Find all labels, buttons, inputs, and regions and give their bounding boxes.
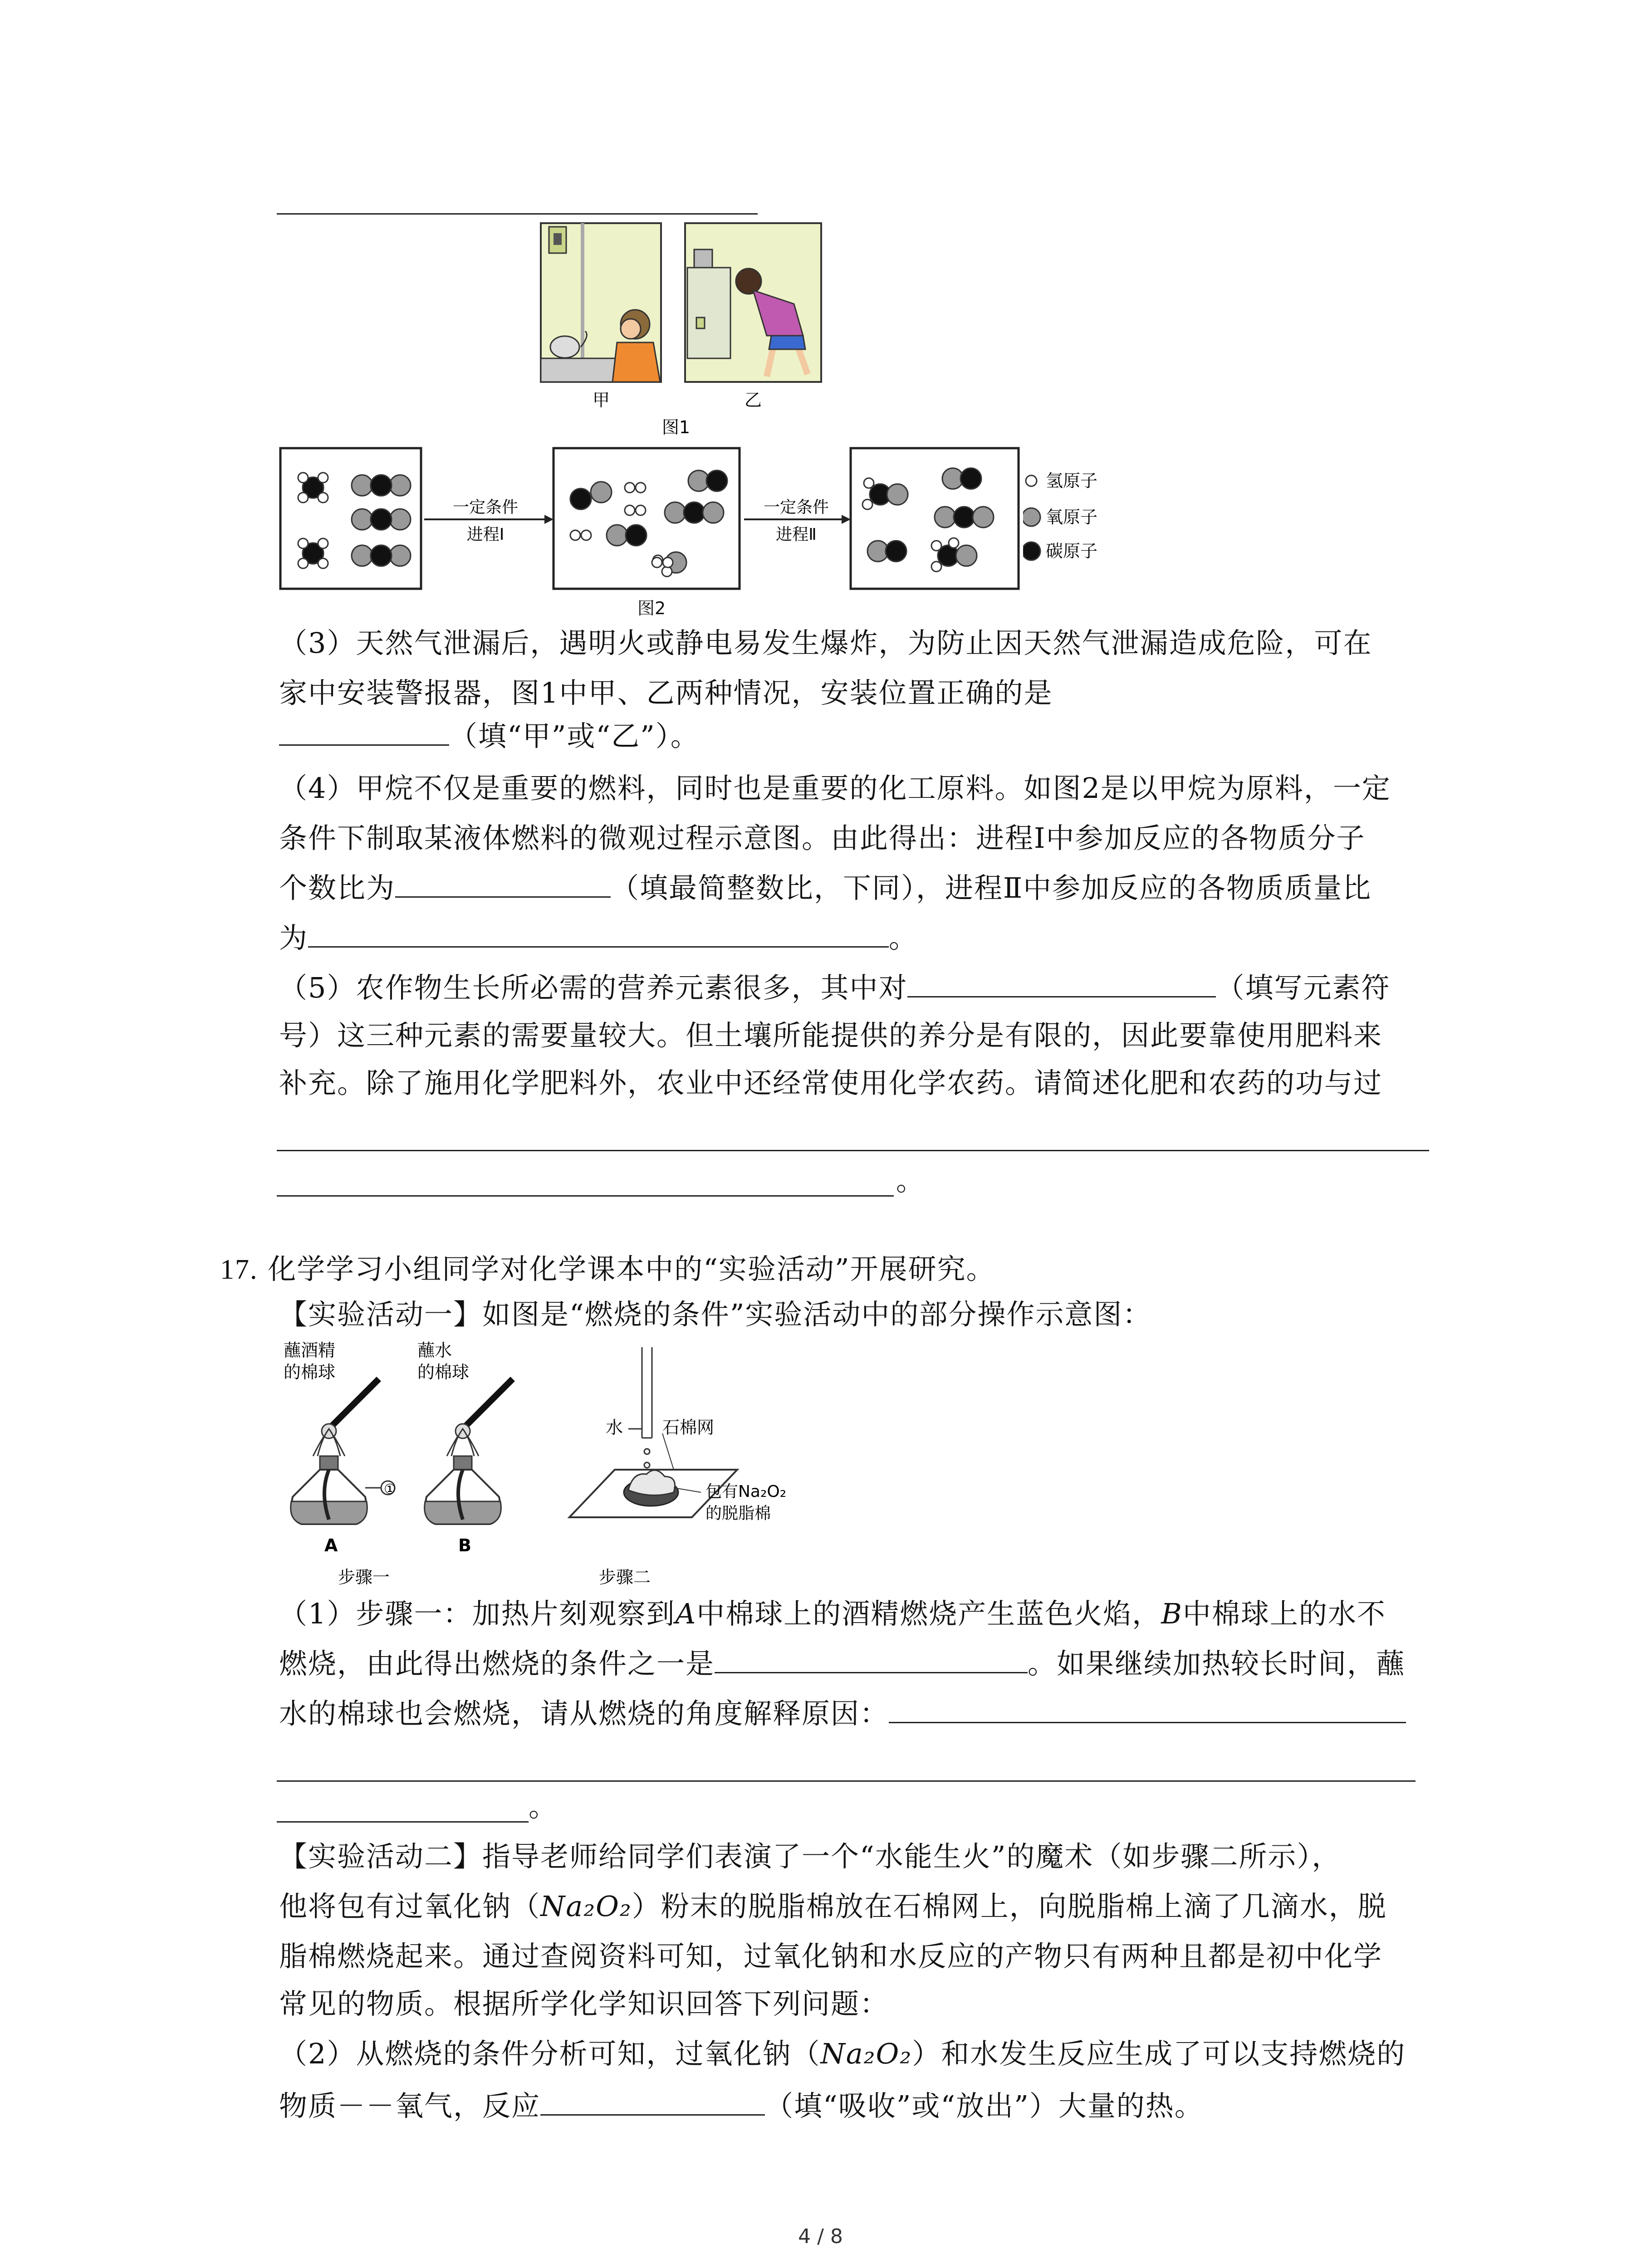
q16-p4-line1: （4）甲烷不仅是重要的燃料，同时也是重要的化工原料。如图2是以甲烷为原料，一定 bbox=[279, 772, 1391, 805]
q17-p1-line1 bbox=[279, 1592, 1386, 1636]
answer-blank-reason-1[interactable] bbox=[889, 1695, 1406, 1723]
arrow1-bottom-label: 进程Ⅰ bbox=[466, 525, 505, 544]
q16-p4-line4b: 。 bbox=[889, 921, 918, 954]
answer-line-reason-2[interactable] bbox=[277, 1780, 1416, 1782]
q17-act2-line2 bbox=[279, 1885, 1387, 1928]
q16-p3-line3 bbox=[279, 714, 700, 758]
panel-jia-image bbox=[541, 223, 661, 382]
label-water-ball-2: 的棉球 bbox=[417, 1362, 470, 1382]
q17-number: 17. bbox=[220, 1254, 258, 1285]
legend-carbon: 碳原子 bbox=[1046, 541, 1098, 561]
label-alcohol-ball-1: 蘸酒精 bbox=[284, 1340, 336, 1360]
q16-p4-line2: 条件下制取某液体燃料的微观过程示意图。由此得出：进程Ⅰ中参加反应的各物质分子 bbox=[279, 821, 1366, 855]
label-lamp-b: B bbox=[458, 1535, 471, 1555]
circle-one-marker: ① bbox=[384, 1481, 396, 1497]
answer-blank-combustion-condition[interactable] bbox=[715, 1645, 1028, 1673]
label-gauze: 石棉网 bbox=[662, 1418, 715, 1437]
answer-line-pros-cons-2[interactable] bbox=[277, 1195, 894, 1197]
q17-p1-line3-text: 水的棉球也会燃烧，请从燃烧的角度解释原因： bbox=[279, 1697, 889, 1730]
answer-blank-mass-ratio[interactable] bbox=[308, 919, 889, 948]
legend-oxygen: 氧原子 bbox=[1046, 507, 1098, 527]
answer-blank-molecule-ratio[interactable] bbox=[395, 869, 611, 898]
q16-p5-line1 bbox=[279, 966, 1390, 1010]
q16-p5-line3: 补充。除了施用化学肥料外，农业中还经常使用化学农药。请简述化肥和农药的功与过 bbox=[279, 1066, 1383, 1100]
figure1-label-jia: 甲 bbox=[592, 390, 610, 410]
arrow2-top-label: 一定条件 bbox=[763, 498, 829, 517]
experiment-figure bbox=[279, 1338, 842, 1592]
figure2-caption: 图2 bbox=[637, 598, 666, 618]
q17-p1-b: B bbox=[1161, 1597, 1183, 1630]
figure2-legend bbox=[1023, 467, 1132, 576]
alcohol-lamp-a-image bbox=[291, 1379, 395, 1524]
panel-yi-image bbox=[685, 223, 821, 382]
q16-p3-hint: （填“甲”或“乙”）。 bbox=[449, 719, 700, 753]
label-step2: 步骤二 bbox=[599, 1567, 651, 1587]
q17-p2-line1b: ）和水发生反应生成了可以支持燃烧的 bbox=[912, 2037, 1406, 2070]
q17-p2-line2a: 物质－－氧气，反应 bbox=[279, 2089, 541, 2122]
answer-line-pros-cons-1[interactable] bbox=[277, 1150, 1429, 1151]
q17-act2-line2b: ）粉末的脱脂棉放在石棉网上，向脱脂棉上滴了几滴水，脱 bbox=[632, 1890, 1387, 1923]
q17-p2-line1 bbox=[279, 2032, 1406, 2076]
q17-p1-a: A bbox=[675, 1597, 697, 1630]
q17-p1-line1a: （1）步骤一：加热片刻观察到 bbox=[279, 1597, 676, 1630]
answer-line-top bbox=[277, 213, 758, 215]
q16-p4-line3 bbox=[279, 866, 1372, 910]
q16-p4-line4a: 为 bbox=[279, 921, 309, 954]
q17-act2-line4: 常见的物质。根据所学化学知识回答下列问题： bbox=[279, 1987, 889, 2020]
q16-p5-line1a: （5）农作物生长所必需的营养元素很多，其中对 bbox=[279, 971, 908, 1004]
q17-activity1: 【实验活动一】如图是“燃烧的条件”实验活动中的部分操作示意图： bbox=[279, 1298, 1152, 1331]
figure1-label-yi: 乙 bbox=[744, 390, 762, 410]
q16-p4-line3b: （填最简整数比，下同），进程Ⅱ中参加反应的各物质质量比 bbox=[611, 871, 1372, 904]
q17-p1-end: 。 bbox=[529, 1790, 558, 1823]
legend-hydrogen: 氢原子 bbox=[1046, 471, 1098, 491]
q17-p1-line2 bbox=[279, 1642, 1405, 1686]
q16-p3-line1: （3）天然气泄漏后，遇明火或静电易发生爆炸，为防止因天然气泄漏造成危险，可在 bbox=[279, 626, 1372, 660]
page-number: 4 / 8 bbox=[798, 2225, 843, 2248]
figure1-caption: 图1 bbox=[661, 417, 691, 437]
q17-p2-line2 bbox=[279, 2084, 1204, 2128]
answer-blank-heat[interactable] bbox=[540, 2087, 765, 2116]
label-step1: 步骤一 bbox=[338, 1567, 390, 1587]
hydrogen-atom-icon bbox=[1026, 475, 1037, 486]
q17-intro bbox=[220, 1247, 995, 1291]
q17-p2-line2b: （填“吸收”或“放出”）大量的热。 bbox=[765, 2089, 1204, 2122]
q17-p1-line1b: 中棉球上的酒精燃烧产生蓝色火焰， bbox=[696, 1597, 1161, 1630]
q16-p4-line4 bbox=[279, 916, 918, 960]
label-water-ball-1: 蘸水 bbox=[417, 1340, 452, 1360]
answer-line-reason-3[interactable] bbox=[277, 1821, 529, 1823]
label-cotton-2: 的脱脂棉 bbox=[705, 1504, 771, 1523]
arrow2-bottom-label: 进程Ⅱ bbox=[776, 525, 817, 544]
figure-1 bbox=[540, 222, 839, 440]
q17-p1-line2a: 燃烧，由此得出燃烧的条件之一是 bbox=[279, 1647, 715, 1680]
answer-blank-install-position[interactable] bbox=[279, 717, 449, 746]
q16-p5-line1b: （填写元素符 bbox=[1216, 971, 1391, 1004]
q17-act2-line3: 脂棉燃烧起来。通过查阅资料可知，过氧化钠和水反应的产物只有两种且都是初中化学 bbox=[279, 1940, 1383, 1973]
answer-blank-element-symbols[interactable] bbox=[907, 969, 1216, 997]
q17-p1-line2b: 。如果继续加热较长时间，蘸 bbox=[1028, 1647, 1406, 1680]
label-lamp-a: A bbox=[324, 1535, 338, 1555]
label-cotton-1: 包有Na₂O₂ bbox=[705, 1482, 787, 1501]
q17-p1-line1c: 中棉球上的水不 bbox=[1182, 1597, 1386, 1630]
q17-intro-text: 化学学习小组同学对化学课本中的“实验活动”开展研究。 bbox=[268, 1252, 995, 1286]
label-alcohol-ball-2: 的棉球 bbox=[284, 1362, 336, 1382]
arrow1-top-label: 一定条件 bbox=[452, 498, 519, 517]
oxygen-atom-icon bbox=[1023, 508, 1040, 526]
q17-act2-line2a: 他将包有过氧化钠（ bbox=[279, 1890, 541, 1923]
q17-p2-line1a: （2）从燃烧的条件分析可知，过氧化钠（ bbox=[279, 2037, 821, 2070]
q17-act2-line1: 【实验活动二】指导老师给同学们表演了一个“水能生火”的魔术（如步骤二所示）， bbox=[279, 1840, 1341, 1873]
q16-p3-line2: 家中安装警报器，图1中甲、乙两种情况，安装位置正确的是 bbox=[279, 676, 1053, 709]
carbon-atom-icon bbox=[1023, 542, 1040, 560]
q16-p5-line2: 号）这三种元素的需要量较大。但土壤所能提供的养分是有限的，因此要靠使用肥料来 bbox=[279, 1019, 1383, 1052]
label-water: 水 bbox=[606, 1418, 623, 1437]
q17-act2-formula: Na₂O₂ bbox=[540, 1890, 632, 1923]
q16-p5-end: 。 bbox=[896, 1164, 926, 1197]
q17-p2-formula: Na₂O₂ bbox=[820, 2037, 912, 2070]
alcohol-lamp-b-image bbox=[425, 1379, 513, 1524]
q16-p4-line3a: 个数比为 bbox=[279, 871, 396, 904]
q17-p1-line3 bbox=[279, 1692, 1406, 1735]
